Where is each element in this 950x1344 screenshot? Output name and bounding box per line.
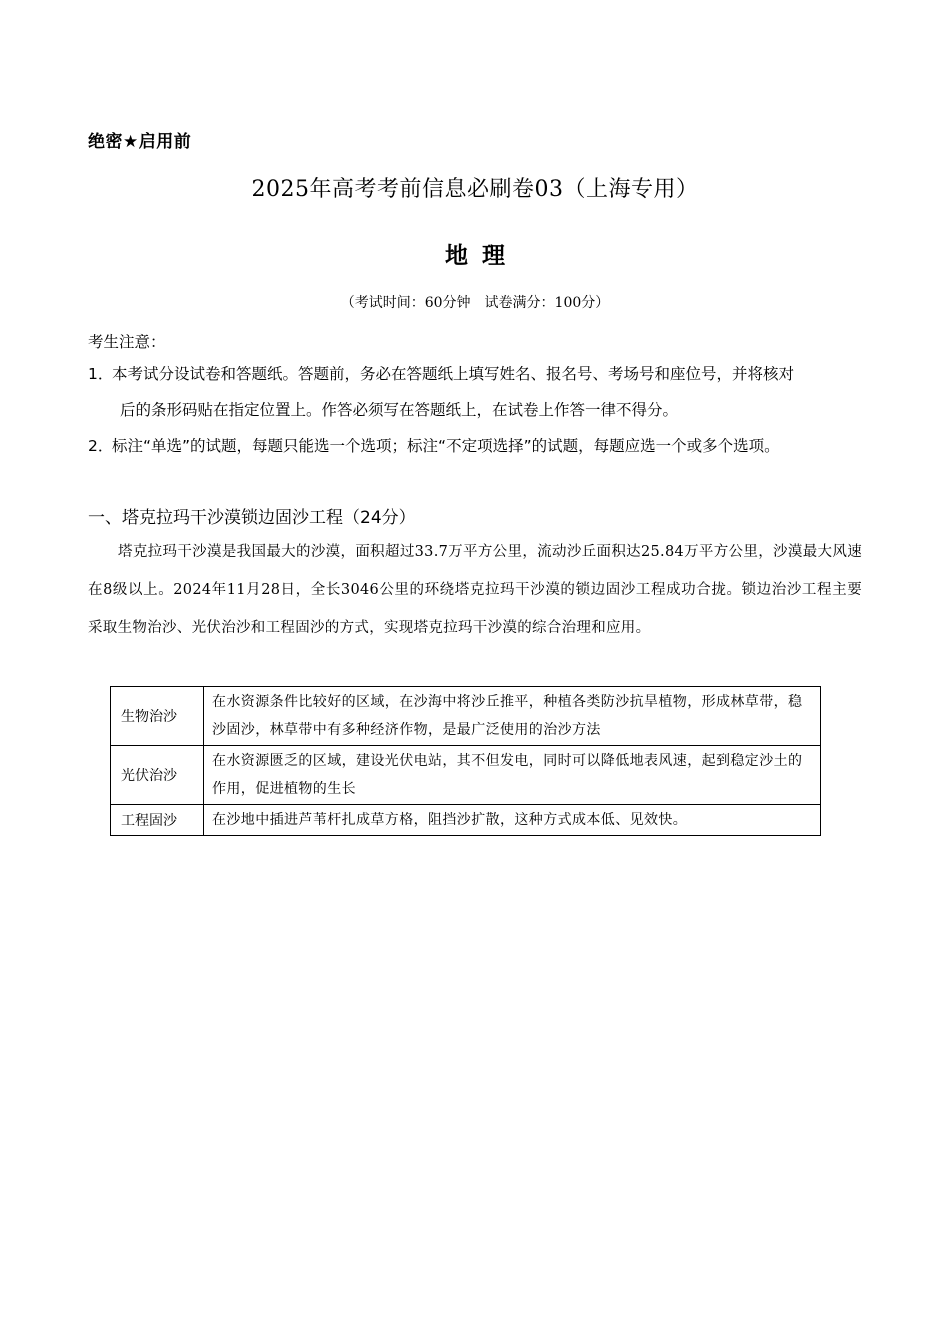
- notice-item-number: 1．: [88, 365, 114, 383]
- section-title: 一、塔克拉玛干沙漠锁边固沙工程（24分）: [88, 508, 416, 528]
- table-row: [111, 805, 821, 836]
- method-description: 在沙地中插进芦苇杆扎成草方格，阻挡沙扩散，这种方式成本低、见效快。: [204, 805, 821, 836]
- notice-item-text-continued: 后的条形码贴在指定位置上。作答必须写在答题纸上，在试卷上作答一律不得分。: [120, 401, 679, 419]
- table-row: [111, 687, 821, 746]
- table-row: [111, 746, 821, 805]
- notice-item-1: [88, 356, 868, 428]
- paper-title: 2025年高考考前信息必刷卷03（上海专用）: [251, 177, 699, 202]
- method-description: 在水资源条件比较好的区域，在沙海中将沙丘推平，种植各类防沙抗旱植物，形成林草带，稳沙固沙，林草带中有多种经济作物，是最广泛使用的治沙方法: [204, 687, 821, 746]
- notice-item-text: 本考试分设试卷和答题纸。答题前，务必在答题纸上填写姓名、报名号、考场号和座位号，并将核对: [112, 365, 795, 383]
- method-label: 光伏治沙: [111, 746, 204, 805]
- section-intro-paragraph: 塔克拉玛干沙漠是我国最大的沙漠，面积超过33.7万平方公里，流动沙丘面积达25.84万平方公里，沙漠最大风速在8级以上。2024年11月28日，全长3046公里的环绕塔克拉玛干沙漠的锁边固沙工程成功合拢。锁边治沙工程主要采取生物治沙、光伏治沙和工程固沙的方式，实现塔克拉玛干沙漠的综合治理和应用。: [88, 544, 862, 636]
- secret-mark: 绝密★启用前: [88, 132, 192, 152]
- notice-item-number: 2．: [88, 437, 114, 455]
- notice-title: 考生注意：: [88, 333, 166, 351]
- method-label: 工程固沙: [111, 805, 204, 836]
- notice-item-2: [88, 428, 868, 464]
- subject-title: 地理: [445, 243, 519, 269]
- desert-control-table: [110, 686, 821, 836]
- method-label: 生物治沙: [111, 687, 204, 746]
- exam-info: （考试时间：60分钟 试卷满分：100分）: [340, 295, 610, 311]
- notice-item-text: 标注“单选”的试题，每题只能选一个选项；标注“不定项选择”的试题，每题应选一个或多个选项。: [112, 437, 780, 455]
- method-description: 在水资源匮乏的区域，建设光伏电站，其不但发电，同时可以降低地表风速，起到稳定沙土的作用，促进植物的生长: [204, 746, 821, 805]
